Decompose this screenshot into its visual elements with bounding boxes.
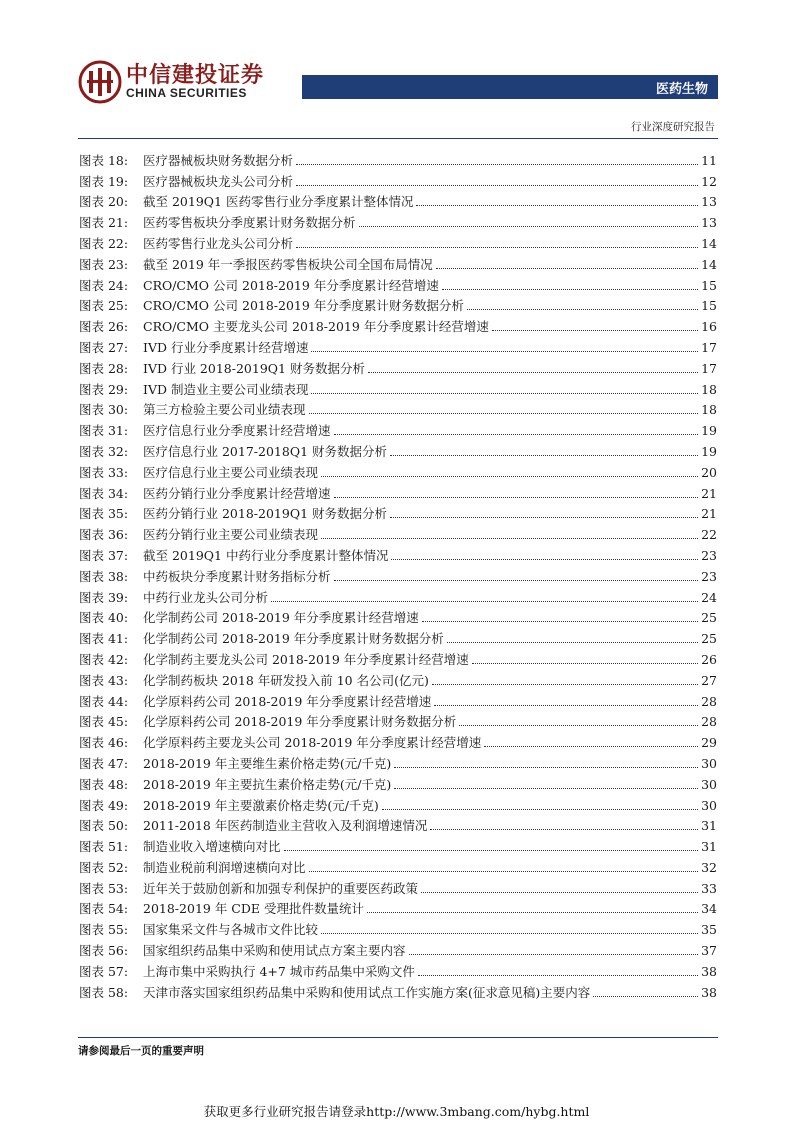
toc-dot-leader xyxy=(309,413,699,414)
toc-dot-leader xyxy=(459,725,698,726)
toc-entry-label: 图表 33: xyxy=(79,464,129,480)
toc-entry-label: 图表 29: xyxy=(79,381,129,397)
toc-entry-label: 图表 56: xyxy=(79,943,129,959)
toc-entry-label: 图表 20: xyxy=(79,194,129,210)
toc-entry[interactable] xyxy=(79,564,717,585)
toc-entry[interactable] xyxy=(79,793,717,814)
toc-entry-page: 33 xyxy=(701,880,717,896)
toc-entry[interactable] xyxy=(79,294,717,315)
toc-dot-leader xyxy=(394,788,698,789)
toc-entry-label: 图表 18: xyxy=(79,152,129,168)
toc-entry-label: 图表 48: xyxy=(79,776,129,792)
toc-entry[interactable] xyxy=(79,148,717,169)
toc-entry[interactable] xyxy=(79,252,717,273)
toc-entry-page: 24 xyxy=(701,589,717,605)
toc-entry-label: 图表 23: xyxy=(79,256,129,272)
toc-entry-title: 医药分销行业 2018-2019Q1 财务数据分析 xyxy=(143,506,387,522)
toc-entry-label: 图表 32: xyxy=(79,443,129,459)
toc-entry-title: 医药零售板块分季度累计财务数据分析 xyxy=(143,215,356,231)
toc-entry[interactable] xyxy=(79,502,717,523)
toc-entry[interactable] xyxy=(79,917,717,938)
toc-entry[interactable] xyxy=(79,730,717,751)
toc-entry-page: 26 xyxy=(701,651,717,667)
toc-entry-page: 14 xyxy=(701,235,717,251)
toc-entry-label: 图表 31: xyxy=(79,423,129,439)
toc-dot-leader xyxy=(394,767,698,768)
toc-dot-leader xyxy=(284,850,699,851)
toc-entry[interactable] xyxy=(79,668,717,689)
toc-entry-title: 化学原料药公司 2018-2019 年分季度累计财务数据分析 xyxy=(143,714,457,730)
toc-entry-title: CRO/CMO 公司 2018-2019 年分季度累计经营增速 xyxy=(143,277,439,293)
toc-dot-leader xyxy=(416,205,698,206)
toc-entry[interactable] xyxy=(79,938,717,959)
toc-entry-title: 2018-2019 年 CDE 受理批件数量统计 xyxy=(143,901,364,917)
toc-entry-label: 图表 57: xyxy=(79,963,129,979)
toc-dot-leader xyxy=(334,434,699,435)
toc-entry-page: 14 xyxy=(701,256,717,272)
toc-dot-leader xyxy=(309,871,699,872)
toc-dot-leader xyxy=(432,684,698,685)
toc-dot-leader xyxy=(390,455,698,456)
toc-dot-leader xyxy=(311,393,698,394)
toc-entry-title: 制造业税前利润增速横向对比 xyxy=(143,859,306,875)
toc-entry-page: 30 xyxy=(701,797,717,813)
toc-entry[interactable] xyxy=(79,460,717,481)
report-type: 行业深度研究报告 xyxy=(631,121,715,133)
toc-entry-title: CRO/CMO 公司 2018-2019 年分季度累计财务数据分析 xyxy=(143,298,464,314)
toc-entry-label: 图表 46: xyxy=(79,735,129,751)
toc-entry[interactable] xyxy=(79,398,717,419)
toc-entry-title: 化学制药公司 2018-2019 年分季度累计财务数据分析 xyxy=(143,631,444,647)
toc-entry-title: 制造业收入增速横向对比 xyxy=(143,839,281,855)
toc-entry-page: 32 xyxy=(701,859,717,875)
toc-entry-page: 20 xyxy=(701,464,717,480)
toc-entry[interactable] xyxy=(79,626,717,647)
toc-entry-title: 截至 2019 年一季报医药零售板块公司全国布局情况 xyxy=(143,256,433,272)
toc-entry-label: 图表 47: xyxy=(79,755,129,771)
toc-entry[interactable] xyxy=(79,335,717,356)
toc-entry-label: 图表 53: xyxy=(79,880,129,896)
toc-entry-page: 15 xyxy=(701,277,717,293)
toc-entry[interactable] xyxy=(79,647,717,668)
toc-entry-page: 11 xyxy=(701,152,717,168)
toc-entry-page: 23 xyxy=(701,568,717,584)
toc-dot-leader xyxy=(321,933,698,934)
toc-entry-label: 图表 34: xyxy=(79,485,129,501)
toc-dot-leader xyxy=(434,705,698,706)
header-divider xyxy=(78,138,718,139)
toc-entry-page: 19 xyxy=(701,443,717,459)
toc-entry-page: 31 xyxy=(701,839,717,855)
toc-dot-leader xyxy=(421,892,698,893)
toc-entry[interactable] xyxy=(79,481,717,502)
toc-entry-label: 图表 50: xyxy=(79,818,129,834)
toc-entry-page: 13 xyxy=(701,194,717,210)
toc-entry-label: 图表 39: xyxy=(79,589,129,605)
toc-entry[interactable] xyxy=(79,606,717,627)
toc-dot-leader xyxy=(296,164,698,165)
toc-dot-leader xyxy=(334,580,699,581)
toc-entry-page: 25 xyxy=(701,610,717,626)
toc-entry-title: 2018-2019 年主要维生素价格走势(元/千克) xyxy=(143,755,392,771)
toc-entry[interactable] xyxy=(79,772,717,793)
toc-entry-label: 图表 58: xyxy=(79,984,129,1000)
toc-entry-label: 图表 55: xyxy=(79,922,129,938)
toc-entry-page: 30 xyxy=(701,776,717,792)
toc-entry-page: 25 xyxy=(701,631,717,647)
toc-dot-leader xyxy=(296,247,698,248)
toc-entry-title: 中药行业龙头公司分析 xyxy=(143,589,269,605)
toc-entry-page: 18 xyxy=(701,381,717,397)
toc-entry-title: 近年关于鼓励创新和加强专利保护的重要医药政策 xyxy=(143,880,419,896)
toc-entry-title: 化学制药板块 2018 年研发投入前 10 名公司(亿元) xyxy=(143,672,429,688)
toc-entry[interactable] xyxy=(79,522,717,543)
toc-entry-page: 35 xyxy=(701,922,717,938)
toc-entry-title: IVD 制造业主要公司业绩表现 xyxy=(143,381,309,397)
toc-dot-leader xyxy=(492,330,698,331)
toc-entry-title: CRO/CMO 主要龙头公司 2018-2019 年分季度累计经营增速 xyxy=(143,319,489,335)
toc-entry-title: 天津市落实国家组织药品集中采购和使用试点工作实施方案(征求意见稿)主要内容 xyxy=(143,984,591,1000)
toc-entry[interactable] xyxy=(79,959,717,980)
toc-entry-title: IVD 行业分季度累计经营增速 xyxy=(143,339,309,355)
toc-entry-title: 2018-2019 年主要激素价格走势(元/千克) xyxy=(143,797,379,813)
toc-entry[interactable] xyxy=(79,834,717,855)
toc-entry-title: 2011-2018 年医药制造业主营收入及利润增速情况 xyxy=(143,818,428,834)
toc-entry-title: 2018-2019 年主要抗生素价格走势(元/千克) xyxy=(143,776,392,792)
toc-entry-label: 图表 37: xyxy=(79,547,129,563)
toc-entry-label: 图表 52: xyxy=(79,859,129,875)
figure-table-of-contents xyxy=(79,148,717,1001)
sector-banner xyxy=(302,75,718,99)
toc-dot-leader xyxy=(409,954,699,955)
toc-entry-title: 化学原料药主要龙头公司 2018-2019 年分季度累计经营增速 xyxy=(143,735,482,751)
toc-entry-page: 31 xyxy=(701,818,717,834)
toc-dot-leader xyxy=(296,185,698,186)
toc-entry-label: 图表 40: xyxy=(79,610,129,626)
toc-dot-leader xyxy=(359,226,699,227)
toc-entry-label: 图表 38: xyxy=(79,568,129,584)
brand-name-cn: 中信建投证券 xyxy=(126,63,265,88)
toc-entry[interactable] xyxy=(79,231,717,252)
toc-dot-leader xyxy=(334,497,699,498)
toc-dot-leader xyxy=(391,559,698,560)
toc-entry-label: 图表 42: xyxy=(79,651,129,667)
toc-dot-leader xyxy=(447,642,698,643)
toc-entry[interactable] xyxy=(79,418,717,439)
toc-entry[interactable] xyxy=(79,314,717,335)
toc-entry-title: 医药零售行业龙头公司分析 xyxy=(143,235,294,251)
toc-entry-title: 化学制药公司 2018-2019 年分季度累计经营增速 xyxy=(143,610,419,626)
toc-entry-label: 图表 45: xyxy=(79,714,129,730)
toc-entry[interactable] xyxy=(79,855,717,876)
toc-entry-title: 医疗信息行业主要公司业绩表现 xyxy=(143,464,319,480)
toc-entry-label: 图表 30: xyxy=(79,402,129,418)
toc-entry[interactable] xyxy=(79,543,717,564)
toc-entry[interactable] xyxy=(79,190,717,211)
toc-entry-label: 图表 36: xyxy=(79,527,129,543)
toc-entry-title: 第三方检验主要公司业绩表现 xyxy=(143,402,306,418)
toc-entry-title: 截至 2019Q1 中药行业分季度累计整体情况 xyxy=(143,547,389,563)
toc-entry-page: 29 xyxy=(701,735,717,751)
disclaimer-text: 请参阅最后一页的重要声明 xyxy=(78,1045,204,1057)
toc-entry-title: 中药板块分季度累计财务指标分析 xyxy=(143,568,331,584)
toc-entry-label: 图表 25: xyxy=(79,298,129,314)
toc-entry-title: 医药分销行业主要公司业绩表现 xyxy=(143,527,319,543)
toc-entry-page: 21 xyxy=(701,485,717,501)
toc-entry-page: 16 xyxy=(701,319,717,335)
toc-entry-page: 15 xyxy=(701,298,717,314)
toc-entry-title: IVD 行业 2018-2019Q1 财务数据分析 xyxy=(143,360,365,376)
toc-dot-leader xyxy=(311,351,698,352)
toc-entry-label: 图表 54: xyxy=(79,901,129,917)
toc-entry-label: 图表 26: xyxy=(79,319,129,335)
toc-dot-leader xyxy=(390,517,698,518)
toc-dot-leader xyxy=(368,372,698,373)
toc-entry-page: 18 xyxy=(701,402,717,418)
toc-entry-label: 图表 41: xyxy=(79,631,129,647)
toc-dot-leader xyxy=(382,809,698,810)
toc-dot-leader xyxy=(321,538,698,539)
toc-entry-page: 23 xyxy=(701,547,717,563)
toc-entry-title: 上海市集中采购执行 4+7 城市药品集中采购文件 xyxy=(143,963,415,979)
toc-entry-title: 医疗器械板块龙头公司分析 xyxy=(143,173,294,189)
toc-entry[interactable] xyxy=(79,585,717,606)
toc-entry-title: 国家集采文件与各城市文件比较 xyxy=(143,922,319,938)
toc-entry-title: 截至 2019Q1 医药零售行业分季度累计整体情况 xyxy=(143,194,414,210)
toc-entry[interactable] xyxy=(79,814,717,835)
toc-entry-page: 21 xyxy=(701,506,717,522)
brand-name-en: CHINA SECURITIES xyxy=(126,86,247,100)
toc-entry-title: 医疗信息行业分季度累计经营增速 xyxy=(143,423,331,439)
toc-entry-page: 12 xyxy=(701,173,717,189)
toc-dot-leader xyxy=(472,663,698,664)
toc-dot-leader xyxy=(467,309,698,310)
toc-entry-title: 医疗信息行业 2017-2018Q1 财务数据分析 xyxy=(143,443,387,459)
toc-entry[interactable] xyxy=(79,273,717,294)
toc-dot-leader xyxy=(430,829,698,830)
toc-entry[interactable] xyxy=(79,169,717,190)
toc-entry-label: 图表 49: xyxy=(79,797,129,813)
toc-entry[interactable] xyxy=(79,897,717,918)
toc-entry[interactable] xyxy=(79,980,717,1001)
toc-entry-page: 37 xyxy=(701,943,717,959)
toc-entry-page: 27 xyxy=(701,672,717,688)
toc-entry[interactable] xyxy=(79,210,717,231)
toc-entry-label: 图表 19: xyxy=(79,173,129,189)
toc-entry-label: 图表 43: xyxy=(79,672,129,688)
toc-dot-leader xyxy=(436,268,698,269)
toc-entry-page: 38 xyxy=(701,984,717,1000)
toc-entry-label: 图表 24: xyxy=(79,277,129,293)
toc-entry-label: 图表 51: xyxy=(79,839,129,855)
china-securities-logo-icon xyxy=(78,60,122,104)
footer-divider xyxy=(78,1037,718,1038)
toc-entry-page: 38 xyxy=(701,963,717,979)
toc-entry[interactable] xyxy=(79,356,717,377)
toc-entry-page: 34 xyxy=(701,901,717,917)
toc-dot-leader xyxy=(442,289,698,290)
toc-entry[interactable] xyxy=(79,751,717,772)
toc-entry-title: 化学原料药公司 2018-2019 年分季度累计经营增速 xyxy=(143,693,432,709)
toc-entry-label: 图表 35: xyxy=(79,506,129,522)
toc-dot-leader xyxy=(422,621,698,622)
toc-dot-leader xyxy=(321,476,698,477)
toc-dot-leader xyxy=(593,996,698,997)
toc-entry-label: 图表 21: xyxy=(79,215,129,231)
toc-entry[interactable] xyxy=(79,710,717,731)
toc-entry[interactable] xyxy=(79,876,717,897)
page-header xyxy=(0,0,793,140)
toc-entry-label: 图表 28: xyxy=(79,360,129,376)
toc-entry[interactable] xyxy=(79,377,717,398)
toc-entry-title: 国家组织药品集中采购和使用试点方案主要内容 xyxy=(143,943,406,959)
toc-dot-leader xyxy=(484,746,698,747)
toc-entry-title: 化学制药主要龙头公司 2018-2019 年分季度累计经营增速 xyxy=(143,651,469,667)
toc-entry-page: 28 xyxy=(701,693,717,709)
toc-entry-page: 22 xyxy=(701,527,717,543)
toc-entry-page: 30 xyxy=(701,755,717,771)
toc-entry-title: 医疗器械板块财务数据分析 xyxy=(143,152,294,168)
toc-entry-label: 图表 22: xyxy=(79,235,129,251)
toc-dot-leader xyxy=(418,975,698,976)
toc-entry[interactable] xyxy=(79,439,717,460)
toc-entry-page: 17 xyxy=(701,339,717,355)
toc-entry-title: 医药分销行业分季度累计经营增速 xyxy=(143,485,331,501)
promo-link-text[interactable]: 获取更多行业研究报告请登录http://www.3mbang.com/hybg.html xyxy=(203,1104,590,1119)
sector-label: 医药生物 xyxy=(655,82,708,97)
toc-entry-page: 19 xyxy=(701,423,717,439)
toc-entry-page: 13 xyxy=(701,215,717,231)
toc-dot-leader xyxy=(271,601,698,602)
toc-entry-page: 28 xyxy=(701,714,717,730)
toc-entry-label: 图表 27: xyxy=(79,339,129,355)
toc-dot-leader xyxy=(367,912,698,913)
toc-entry-page: 17 xyxy=(701,360,717,376)
toc-entry[interactable] xyxy=(79,689,717,710)
toc-entry-label: 图表 44: xyxy=(79,693,129,709)
